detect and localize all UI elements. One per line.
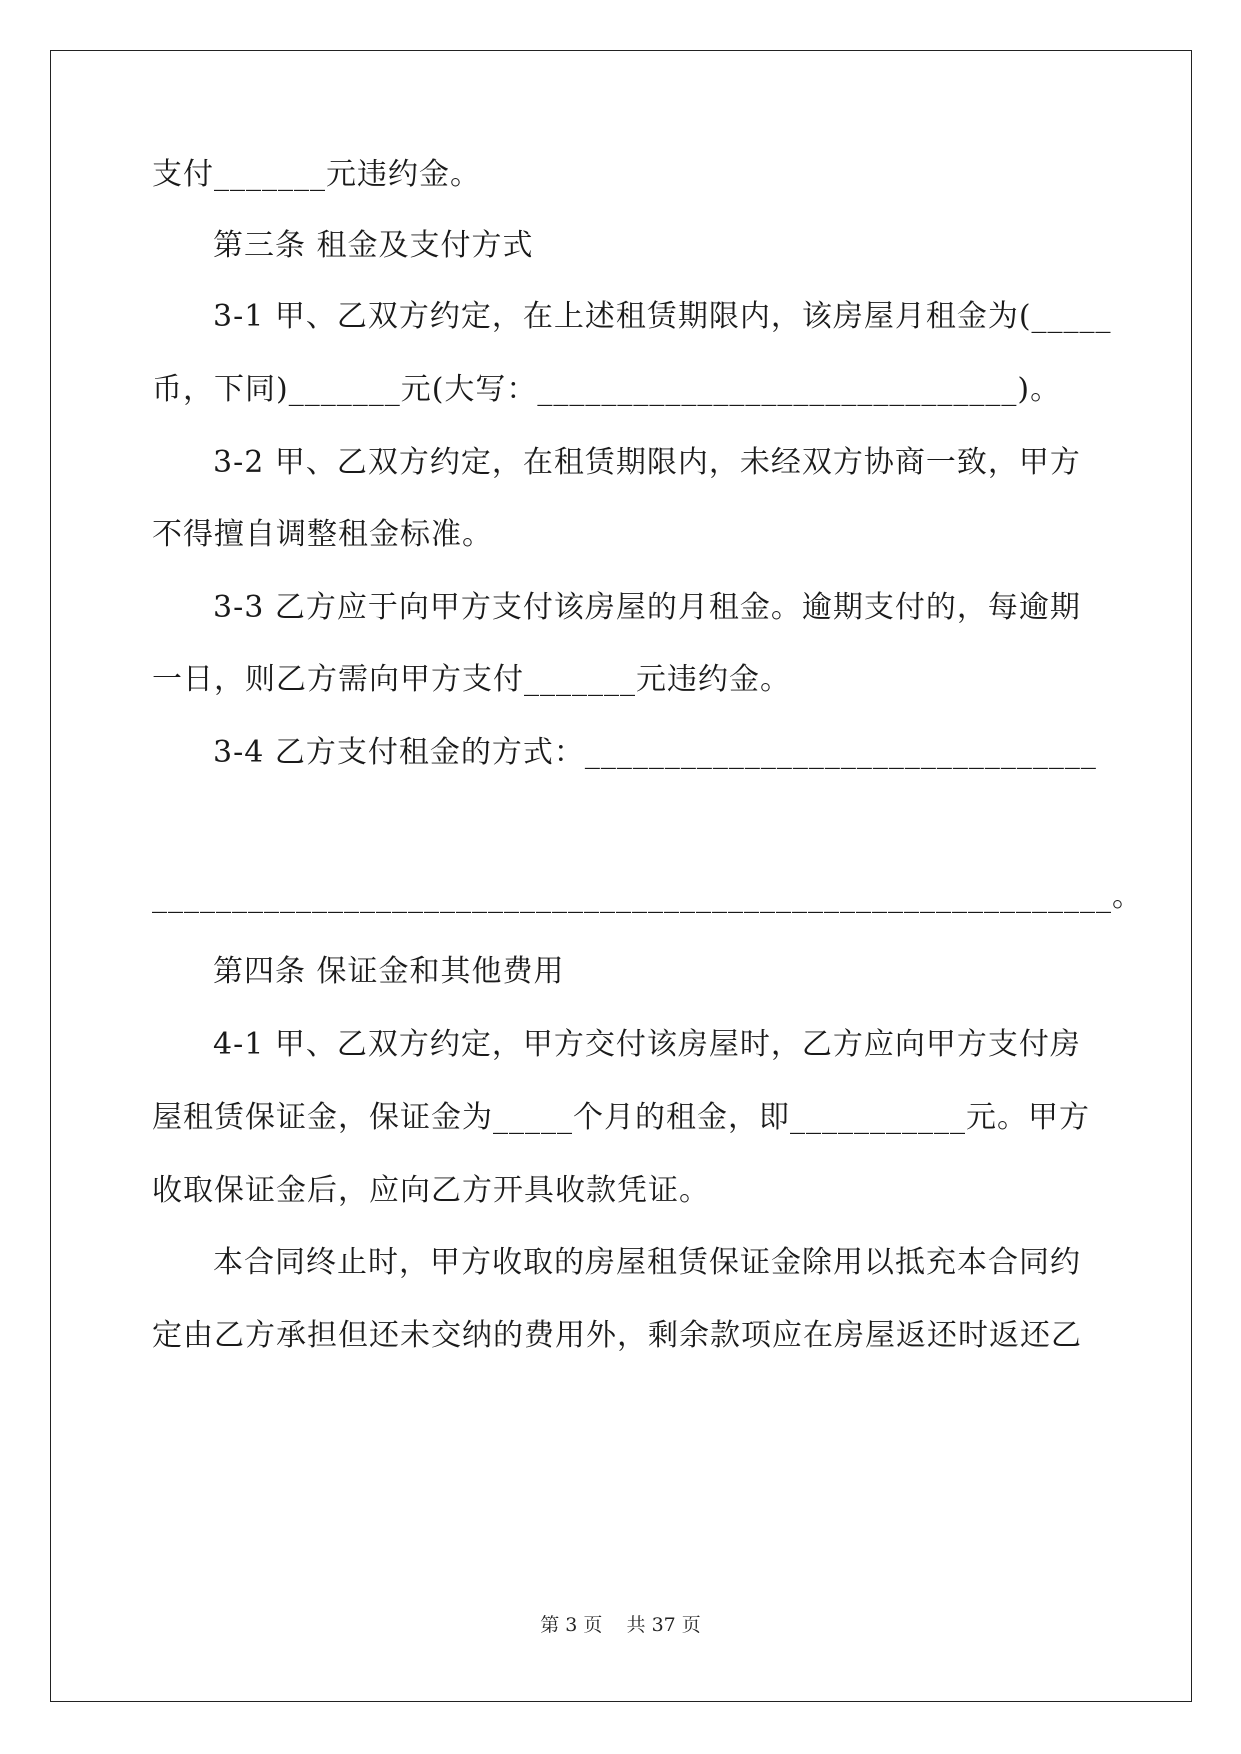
text-line: ____________________________________________________________。 [152,879,1143,914]
text-line: 定由乙方承担但还未交纳的费用外，剩余款项应在房屋返还时返还乙 [152,1318,1082,1353]
text-line: 不得擅自调整租金标准。 [152,517,493,552]
text-line: 屋租赁保证金，保证金为_____个月的租金，即___________元。甲方 [152,1100,1090,1135]
section-heading: 第四条 保证金和其他费用 [213,954,565,989]
text-line: 收取保证金后，应向乙方开具收款凭证。 [152,1173,710,1208]
text-line: 一日，则乙方需向甲方支付_______元违约金。 [152,662,791,697]
text-line: 3-3 乙方应于向甲方支付该房屋的月租金。逾期支付的，每逾期 [213,590,1081,625]
text-line: 3-4 乙方支付租金的方式：________________________________ [213,735,1097,770]
text-line: 3-1 甲、乙双方约定，在上述租赁期限内，该房屋月租金为(_____ [213,299,1112,334]
text-line: 币，下同)_______元(大写：______________________________)。 [152,372,1062,407]
text-line: 支付_______元违约金。 [152,157,481,192]
text-line: 4-1 甲、乙双方约定，甲方交付该房屋时，乙方应向甲方支付房 [213,1027,1081,1062]
section-heading: 第三条 租金及支付方式 [213,228,534,263]
text-line: 3-2 甲、乙双方约定，在租赁期限内，未经双方协商一致，甲方 [213,445,1081,480]
page-number-footer: 第 3 页 共 37 页 [540,1614,701,1636]
text-line: 本合同终止时，甲方收取的房屋租赁保证金除用以抵充本合同约 [213,1245,1081,1280]
